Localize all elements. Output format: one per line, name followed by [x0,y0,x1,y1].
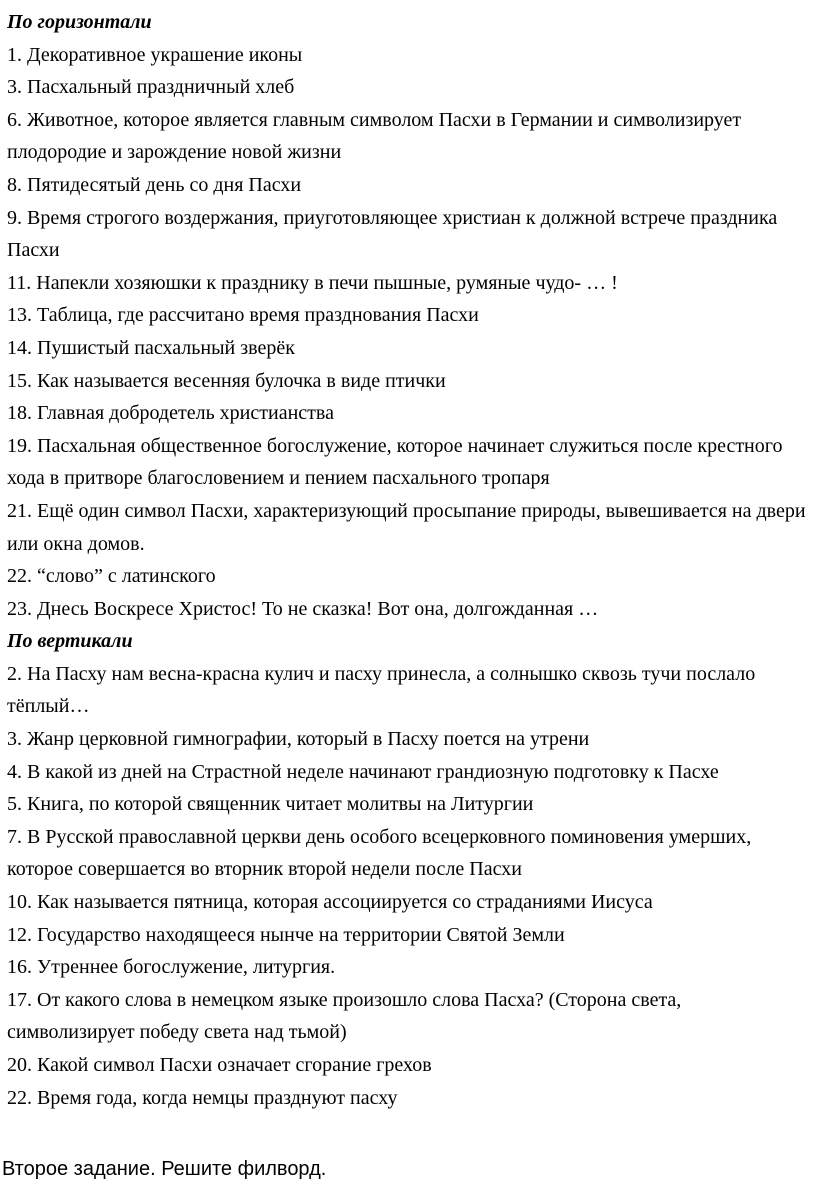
across-clue-21: 21. Ещё один символ Пасхи, характеризующий просыпание природы, вывешивается на двери или окна домов. [7,499,806,555]
across-clue-19: 19. Пасхальная общественное богослужение, которое начинает служиться после крестного хода в притворе благословением и пением пасхального тропаря [7,434,783,490]
down-clue-16: 16. Утреннее богослужение, литургия. [7,956,336,979]
down-clue-12: 12. Государство находящееся нынче на территории Святой Земли [7,923,565,946]
across-clue-15: 15. Как называется весенняя булочка в виде птички [7,369,446,392]
across-clue-14: 14. Пушистый пасхальный зверёк [7,336,295,359]
second-task-instruction: Второе задание. Решите филворд. [2,1158,327,1180]
across-clue-13: 13. Таблица, где рассчитано время празднования Пасхи [7,304,479,327]
across-clue-11: 11. Напекли хозяюшки к празднику в печи пышные, румяные чудо- … ! [7,271,618,294]
down-heading: По вертикали [7,630,133,653]
down-clue-22: 22. Время года, когда немцы празднуют пасху [7,1086,398,1109]
across-clue-22: 22. “слово” с латинского [7,565,216,588]
down-clue-7: 7. В Русской православной церкви день особого всецерковного поминовения умерших, которое совершается во вторник второй недели после Пасхи [7,825,752,881]
across-clue-3: 3. Пасхальный праздничный хлеб [7,76,295,99]
across-clue-9: 9. Время строгого воздержания, приуготовляющее христиан к должной встрече праздника Пасхи [7,206,778,262]
down-clue-17: 17. От какого слова в немецком языке произошло слова Пасха? (Сторона света, символизирует победу света над тьмой) [7,988,682,1044]
across-clue-18: 18. Главная добродетель христианства [7,402,334,425]
across-clue-6: 6. Животное, которое является главным символом Пасхи в Германии и символизирует плодородие и зарождение новой жизни [7,108,742,164]
down-clue-3: 3. Жанр церковной гимнографии, который в Пасху поется на утрени [7,728,590,751]
down-clue-4: 4. В какой из дней на Страстной неделе начинают грандиозную подготовку к Пасхе [7,760,719,783]
across-heading: По горизонтали [7,11,152,33]
down-clue-20: 20. Какой символ Пасхи означает сгорание грехов [7,1054,432,1076]
across-clue-23: 23. Днесь Воскресе Христос! То не сказка! Вот она, долгожданная … [7,597,599,620]
across-clue-8: 8. Пятидесятый день со дня Пасхи [7,173,302,196]
across-clue-1: 1. Декоративное украшение иконы [7,43,303,66]
down-clue-10: 10. Как называется пятница, которая ассоциируется со страданиями Иисуса [7,891,653,914]
down-clue-2: 2. На Пасху нам весна-красна кулич и пасху принесла, а солнышко сквозь тучи послало тёплый… [7,662,756,718]
down-clue-5: 5. Книга, по которой священник читает молитвы на Литургии [7,793,534,816]
crossword-clues-document [7,6,811,1114]
